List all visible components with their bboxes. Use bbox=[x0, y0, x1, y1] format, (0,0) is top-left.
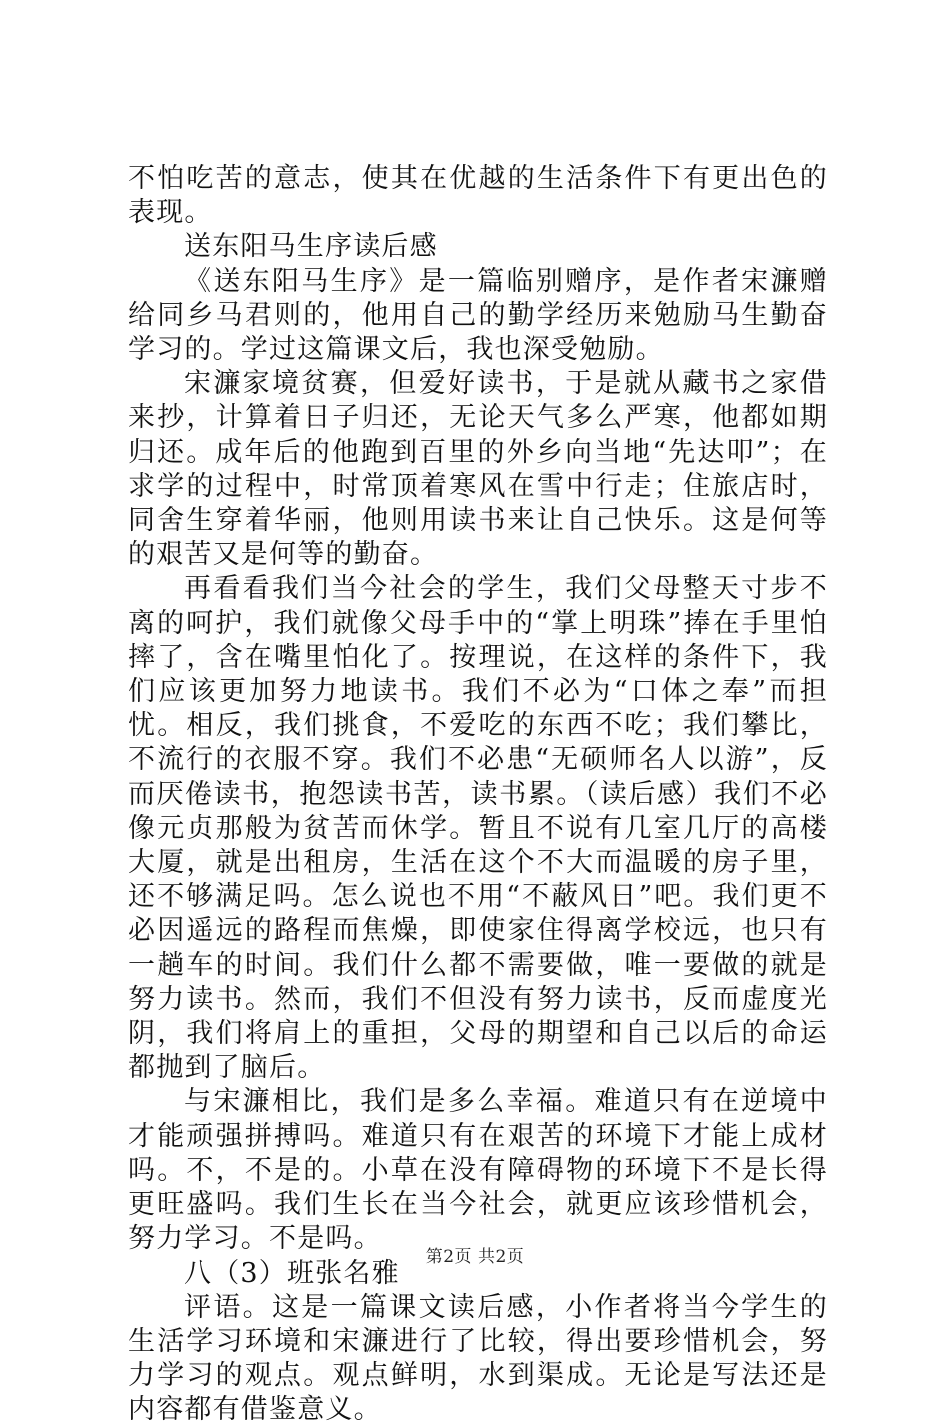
author-line: 八（3）班张名雅 bbox=[184, 1257, 400, 1289]
paragraph-modern-students: 再看看我们当今社会的学生，我们父母整天寸步不离的呵护，我们就像父母手中的“掌上明珠”捧在手里怕摔了，含在嘴里怕化了。按理说，在这样的条件下，我们应该更加努力地读书。我们不必为“口体之奉”而担忧。相反，我们挑食，不爱吃的东西不吃；我们攀比，不流行的衣服不穿。我们不必患“无硕师名人以游”，反而厌倦读书，抱怨读书苦，读书累。（读后感）我们不必像元贞那般为贫苦而休学。暂且不说有几室几厅的高楼大厦，就是出租房，生活在这个不大而温暖的房子里，还不够满足吗。怎么说也不用“不蔽风日”吧。我们更不必因遥远的路程而焦燥，即使家住得离学校远，也只有一趟车的时间。我们什么都不需要做，唯一要做的就是努力读书。然而，我们不但没有努力读书，反而虚度光阴，我们将肩上的重担，父母的期望和自己以后的命运都抛到了脑后。 bbox=[128, 573, 828, 1084]
page-footer: 第2页 共2页 bbox=[425, 1247, 525, 1267]
essay-title: 送东阳马生序读后感 bbox=[184, 231, 438, 263]
paragraph-song-lian: 宋濂家境贫赛，但爱好读书，于是就从藏书之家借来抄，计算着日子归还，无论天气多么严寒，他都如期归还。成年后的他跑到百里的外乡向当地“先达叩”；在求学的过程中，时常顶着寒风在雪中行走；住旅店时，同舍生穿着华丽，他则用读书来让自己快乐。这是何等的艰苦又是何等的勤奋。 bbox=[128, 368, 828, 571]
paragraph-intro: 《送东阳马生序》是一篇临别赠序，是作者宋濂赠给同乡马君则的，他用自己的勤学经历来勉励马生勤奋学习的。学过这篇课文后，我也深受勉励。 bbox=[128, 265, 828, 366]
paragraph-continuation: 不怕吃苦的意志，使其在优越的生活条件下有更出色的表现。 bbox=[128, 163, 828, 229]
paragraph-conclusion: 与宋濂相比，我们是多么幸福。难道只有在逆境中才能顽强拼搏吗。难道只有在艰苦的环境下才能上成材吗。不，不是的。小草在没有障碍物的环境下不是长得更旺盛吗。我们生长在当今社会，就更应该珍惜机会，努力学习。不是吗。 bbox=[128, 1086, 828, 1255]
paragraph-comment: 评语。这是一篇课文读后感，小作者将当今学生的生活学习环境和宋濂进行了比较，得出要珍惜机会，努力学习的观点。观点鲜明，水到渠成。无论是写法还是内容都有借鉴意义。 bbox=[128, 1291, 828, 1426]
document-body bbox=[128, 162, 828, 1428]
